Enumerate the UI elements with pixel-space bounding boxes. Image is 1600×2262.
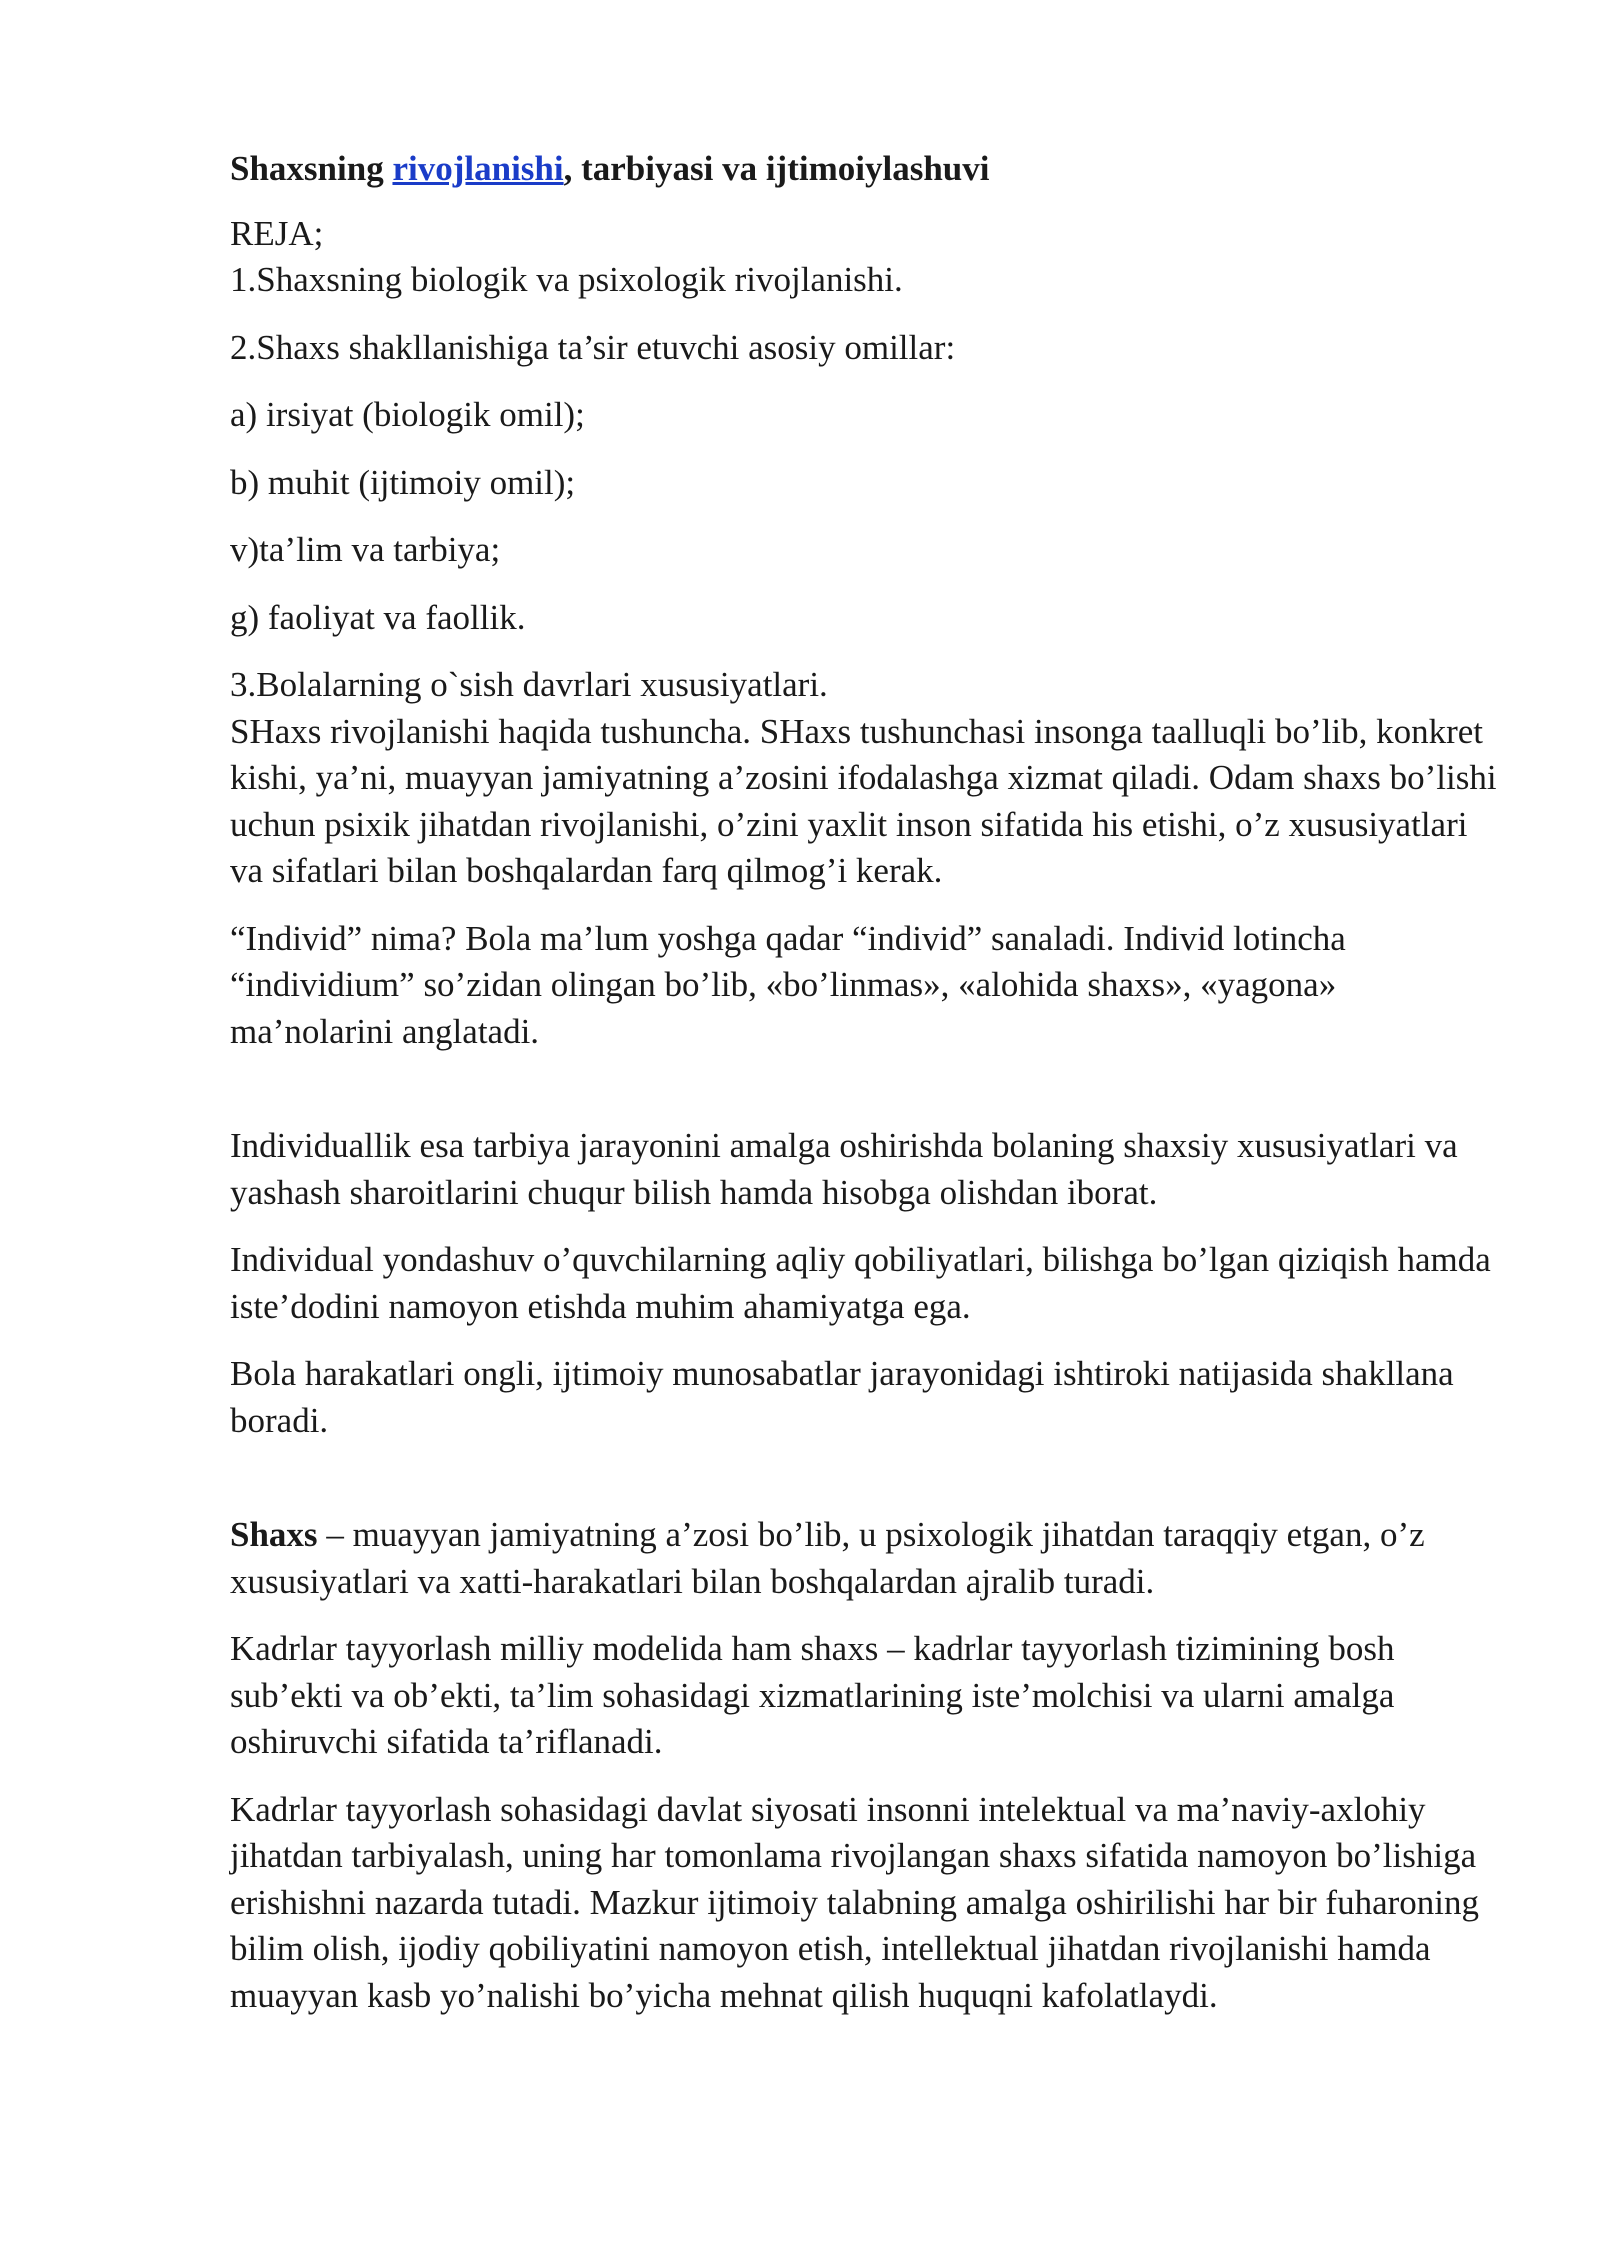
title-after: , tarbiyasi va ijtimoiylashuvi <box>563 149 990 188</box>
paragraph-bola-harakatlari: Bola harakatlari ongli, ijtimoiy munosabatlar jarayonidagi ishtiroki natijasida shakllana boradi. <box>230 1354 1454 1440</box>
paragraph-kadrlar-milliy-model: Kadrlar tayyorlash milliy modelida ham shaxs – kadrlar tayyorlash tizimining bosh sub’ekti va ob’ekti, ta’lim sohasidagi xizmatlarining iste’molchisi va ularni amalga oshiruvchi sifatida ta’riflanadi. <box>230 1629 1395 1761</box>
plan-item-1: 1.Shaxsning biologik va psixologik rivojlanishi. <box>230 260 903 299</box>
plan-item-2v: v)ta’lim va tarbiya; <box>230 530 501 569</box>
plan-heading: REJA; <box>230 213 324 253</box>
document-page <box>230 146 1500 2019</box>
plan-item-2a: a) irsiyat (biologik omil); <box>230 395 585 434</box>
plan-item-2: 2.Shaxs shakllanishiga ta’sir etuvchi asosiy omillar: <box>230 327 956 367</box>
paragraph-shaxs-rivojlanishi: SHaxs rivojlanishi haqida tushuncha. SHaxs tushunchasi insonga taalluqli bo’lib, konkret kishi, ya’ni, muayyan jamiyatning a’zosini ifodalashga xizmat qiladi. Odam shaxs bo’lishi uchun psixik jihatdan rivojlanishi, o’zini yaxlit inson sifatida his etishi, o’z xususiyatlari va sifatlari bilan boshqalardan farq qilmog’i kerak. <box>230 711 1497 890</box>
plan-item-2g: g) faoliyat va faollik. <box>230 597 526 637</box>
paragraph-davlat-siyosati: Kadrlar tayyorlash sohasidagi davlat siyosati insonni intelektual va ma’naviy-axlohiy jihatdan tarbiyalash, uning har tomonlama rivojlangan shaxs sifatida namoyon bo’lishiga erishishni nazarda tutadi. Mazkur ijtimoiy talabning amalga oshirilishi har bir fuharoning bilim olish, ijodiy qobiliyatini namoyon etish, intellektual jihatdan rivojlanishi hamda muayyan kasb yo’nalishi bo’yicha mehnat qilish huquqni kafolatlaydi. <box>230 1789 1479 2015</box>
title-before: Shaxsning <box>230 149 393 188</box>
plan-item-2b: b) muhit (ijtimoiy omil); <box>230 462 576 502</box>
definition-text: – muayyan jamiyatning a’zosi bo’lib, u psixologik jihatdan taraqqiy etgan, o’z xususiyatlari va xatti-harakatlari bilan boshqalardan ajralib turadi. <box>230 1515 1425 1601</box>
document-title <box>230 146 1500 193</box>
paragraph-individual-yondashuv: Individual yondashuv o’quvchilarning aqliy qobiliyatlari, bilishga bo’lgan qiziqish hamda iste’dodini namoyon etishda muhim ahamiyatga ega. <box>230 1240 1491 1326</box>
title-link-rivojlanishi[interactable]: rivojlanishi <box>392 149 564 188</box>
plan-item-3: 3.Bolalarning o`sish davrlari xususiyatlari. <box>230 665 828 704</box>
paragraph-individuallik: Individuallik esa tarbiya jarayonini amalga oshirishda bolaning shaxsiy xususiyatlari va yashash sharoitlarini chuqur bilish hamda hisobga olishdan iborat. <box>230 1126 1458 1212</box>
paragraph-individ: “Individ” nima? Bola ma’lum yoshga qadar “individ” sanaladi. Individ lotincha “individium” so’zidan olingan bo’lib, «bo’linmas», «alohida shaxs», «yagona» ma’nolarini anglatadi. <box>230 918 1346 1051</box>
paragraph-shaxs-definition <box>230 1512 1500 1605</box>
definition-term: Shaxs <box>230 1515 318 1554</box>
